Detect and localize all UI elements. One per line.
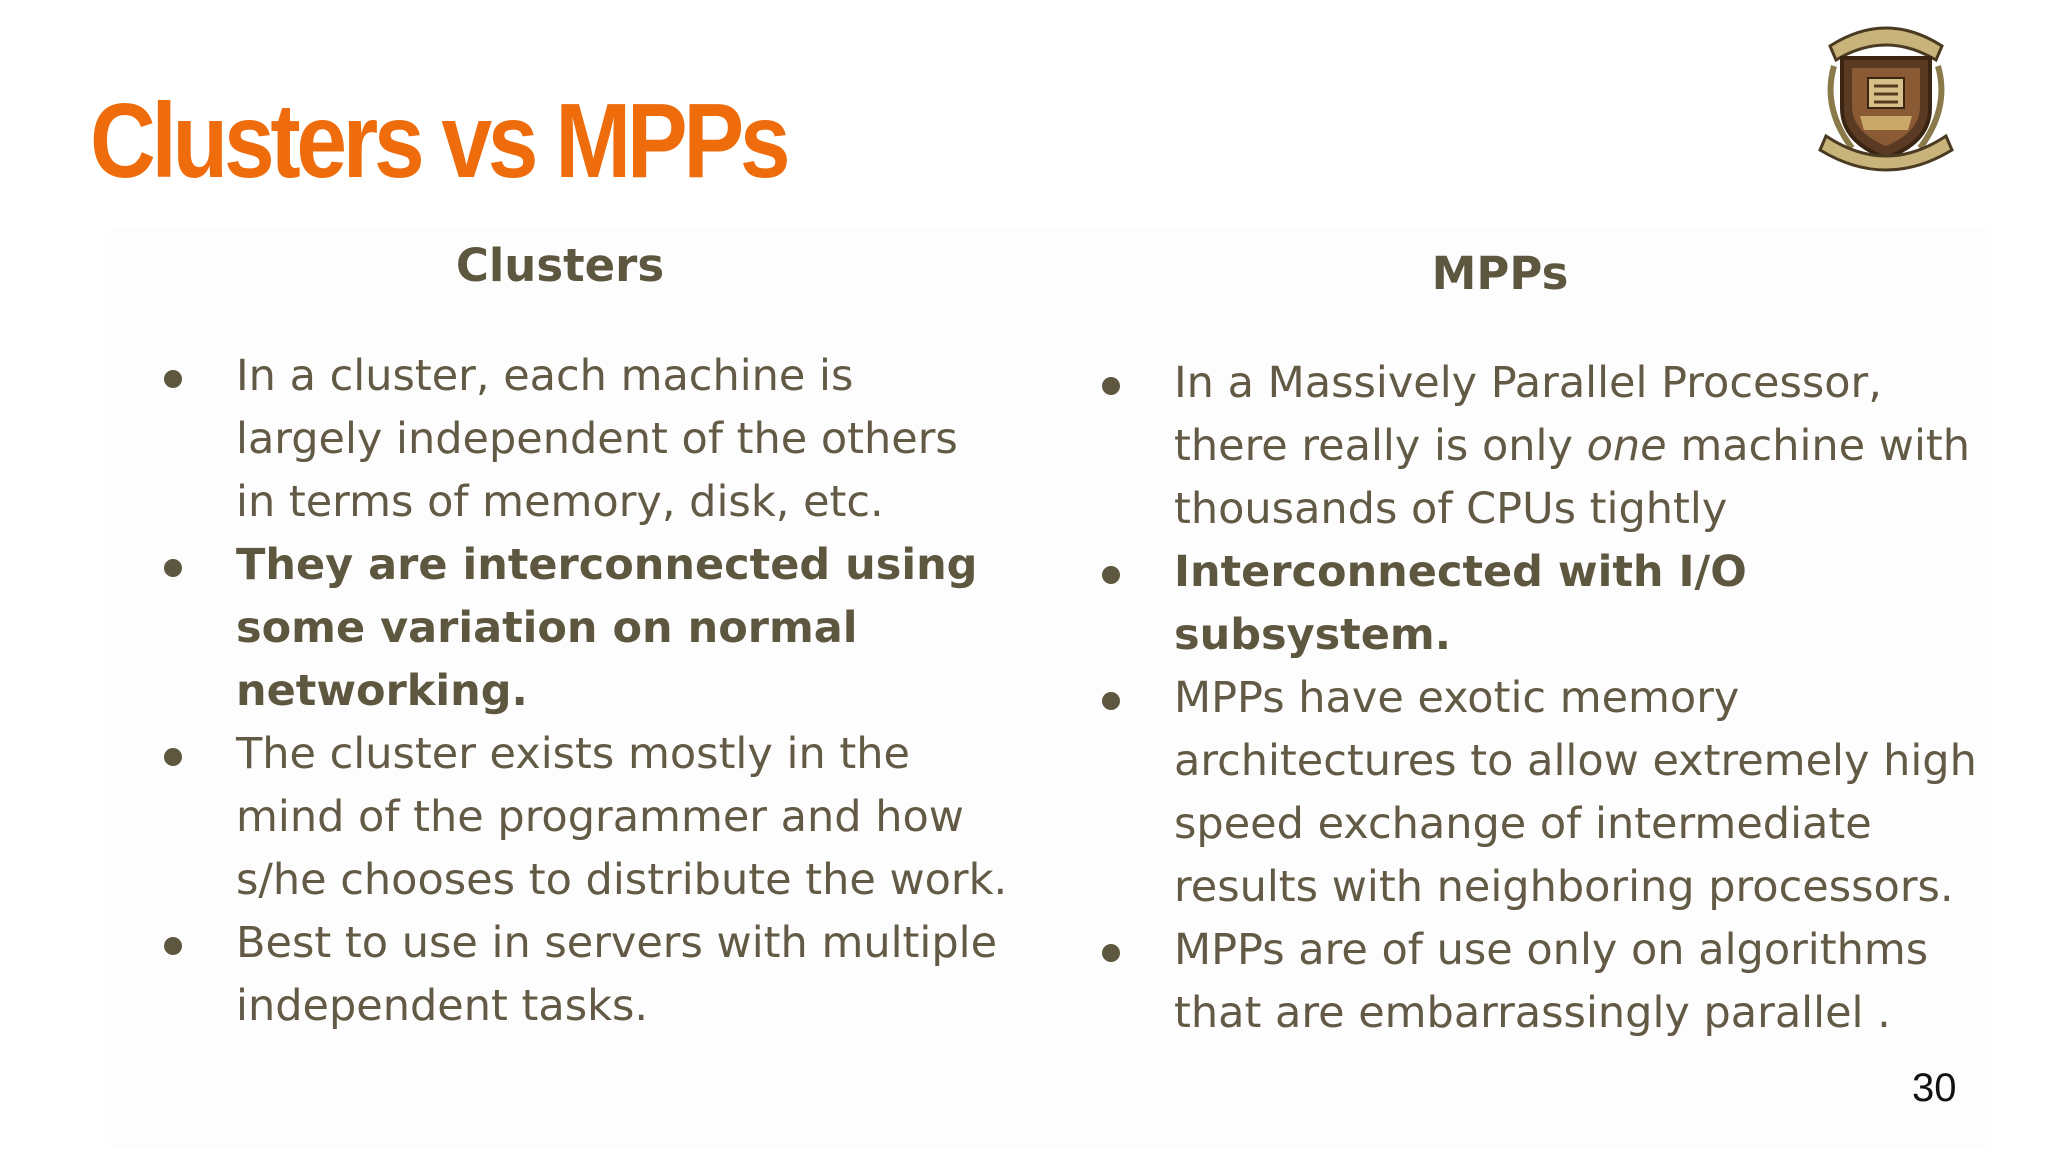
- bullet-dot: [164, 937, 182, 955]
- page-number: 30: [1912, 1066, 1957, 1110]
- list-item: [150, 534, 1010, 723]
- list-item: [150, 912, 1010, 1038]
- bullet-dot: [1102, 692, 1120, 710]
- list-item: [1088, 541, 1978, 667]
- bullet-dot: [1102, 944, 1120, 962]
- clusters-heading: Clusters: [455, 239, 665, 292]
- bullet-text: They are interconnected using some variation on normal networking.: [236, 540, 978, 716]
- mpps-heading: MPPs: [1431, 247, 1569, 300]
- bullet-text: [1174, 352, 1978, 541]
- list-item: [1088, 667, 1978, 919]
- bullet-text-part: In a Massively Parallel Processor, there really is only: [1174, 358, 1882, 471]
- mpps-bullet-list: [1088, 352, 1978, 1045]
- bullet-dot: [164, 748, 182, 766]
- bullet-dot: [164, 370, 182, 388]
- bullet-text: MPPs are of use only on algorithms that are embarrassingly parallel .: [1174, 925, 1929, 1038]
- clusters-bullet-list: [150, 345, 1010, 1038]
- list-item: [150, 345, 1010, 534]
- bullet-dot: [1102, 377, 1120, 395]
- emphasis-text: one: [1586, 421, 1667, 471]
- list-item: [150, 723, 1010, 912]
- bullet-text: In a cluster, each machine is largely independent of the others in terms of memory, disk, etc.: [236, 351, 958, 527]
- bullet-text: The cluster exists mostly in the mind of the programmer and how s/he chooses to distribute the work.: [236, 729, 1008, 905]
- bullet-text: Interconnected with I/O subsystem.: [1174, 547, 1747, 660]
- bullet-dot: [164, 559, 182, 577]
- list-item: [1088, 352, 1978, 541]
- bullet-dot: [1102, 566, 1120, 584]
- list-item: [1088, 919, 1978, 1045]
- slide-title: Clusters vs MPPs: [90, 82, 787, 200]
- bullet-text-part: machine with thousands of CPUs tightly: [1174, 421, 1971, 534]
- bullet-text: Best to use in servers with multiple independent tasks.: [236, 918, 998, 1031]
- bullet-text: MPPs have exotic memory architectures to allow extremely high speed exchange of intermediate results with neighboring processors.: [1174, 673, 1977, 912]
- college-crest-icon: [1812, 16, 1960, 172]
